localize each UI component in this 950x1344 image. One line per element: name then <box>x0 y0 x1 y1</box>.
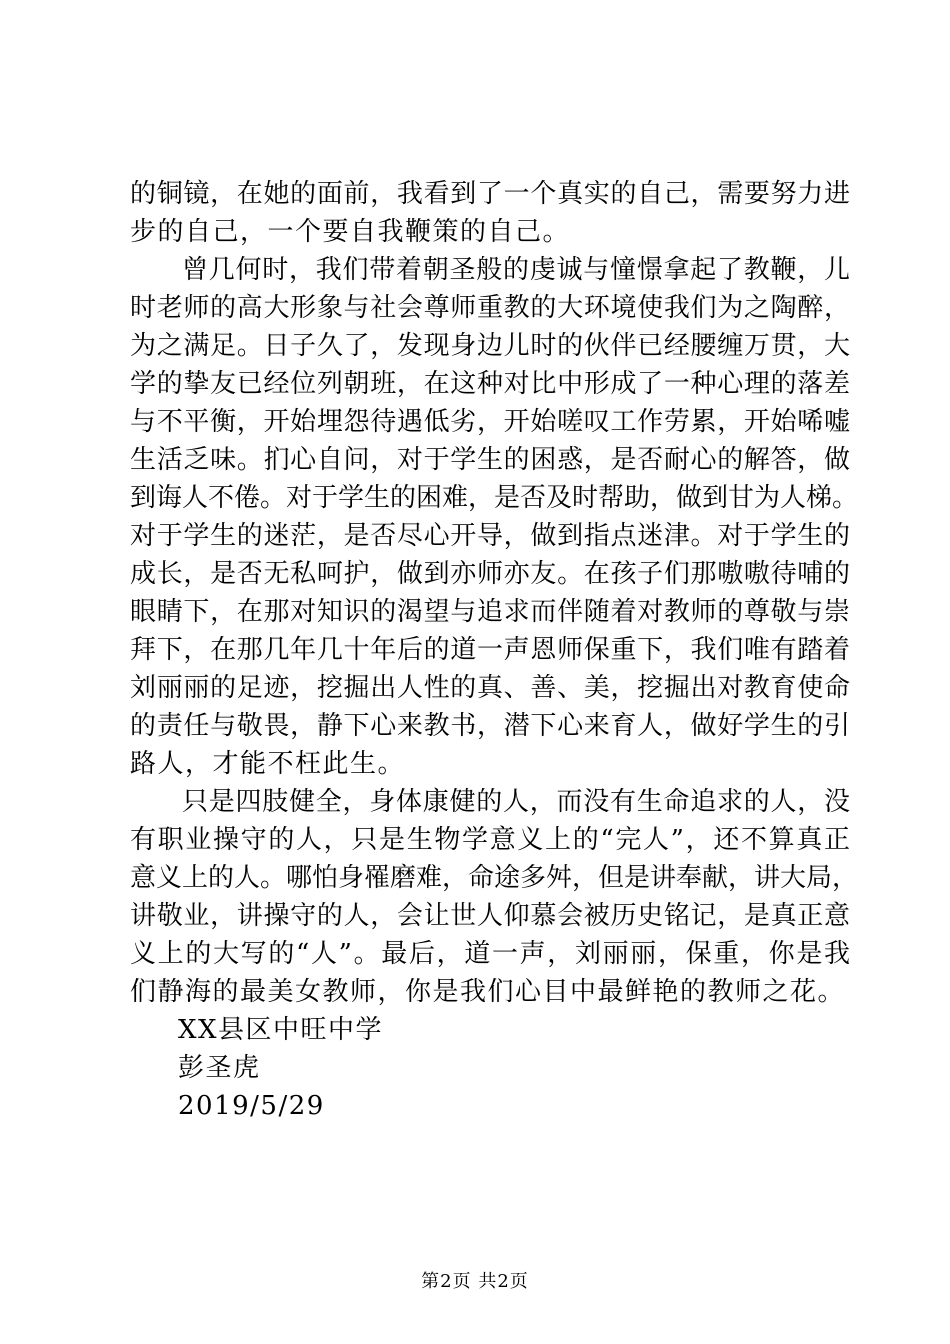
text-line: 到诲人不倦。对于学生的困难，是否及时帮助，做到甘为人梯。 <box>130 483 859 513</box>
text-line: 义上的大写的“人”。最后，道一声，刘丽丽，保重，你是我 <box>130 939 850 969</box>
text-line: 成长，是否无私呵护，做到亦师亦友。在孩子们那嗷嗷待哺的 <box>130 559 850 589</box>
text-line: 为之满足。日子久了，发现身边儿时的伙伴已经腰缠万贯，大 <box>130 331 850 361</box>
text-line: 的铜镜，在她的面前，我看到了一个真实的自己，需要努力进 <box>130 179 850 209</box>
text-line: 们静海的最美女教师，你是我们心目中最鲜艳的教师之花。 <box>130 977 846 1007</box>
text-line: 讲敬业，讲操守的人，会让世人仰慕会被历史铭记，是真正意 <box>130 901 850 931</box>
signature-date: 2019/5/29 <box>178 1091 325 1121</box>
signature-organization: XX县区中旺中学 <box>178 1015 384 1045</box>
text-line: 的责任与敬畏，静下心来教书，潜下心来育人，做好学生的引 <box>130 711 850 741</box>
text-line: 步的自己，一个要自我鞭策的自己。 <box>130 217 571 247</box>
text-line: 与不平衡，开始埋怨待遇低劣，开始嗟叹工作劳累，开始唏嘘 <box>130 407 850 437</box>
paragraph-start-line: 只是四肢健全，身体康健的人，而没有生命追求的人，没 <box>182 787 850 817</box>
text-line: 路人，才能不枉此生。 <box>130 749 406 779</box>
text-line: 学的挚友已经位列朝班，在这种对比中形成了一种心理的落差 <box>130 369 850 399</box>
text-line: 时老师的高大形象与社会尊师重教的大环境使我们为之陶醉， <box>130 293 850 323</box>
text-line: 对于学生的迷茫，是否尽心开导，做到指点迷津。对于学生的 <box>130 521 850 551</box>
page-number-footer: 第2页 共2页 <box>421 1271 529 1292</box>
signature-author: 彭圣虎 <box>178 1053 261 1083</box>
text-line: 生活乏味。扪心自问，对于学生的困惑，是否耐心的解答，做 <box>130 445 850 475</box>
paragraph-start-line: 曾几何时，我们带着朝圣般的虔诚与憧憬拿起了教鞭，儿 <box>182 255 850 285</box>
document-body <box>130 175 859 1125</box>
text-line: 意义上的人。哪怕身罹磨难，命途多舛，但是讲奉献，讲大局， <box>130 863 859 893</box>
text-line: 有职业操守的人，只是生物学意义上的“完人”，还不算真正 <box>130 825 850 855</box>
text-line: 拜下，在那几年几十年后的道一声恩师保重下，我们唯有踏着 <box>130 635 850 665</box>
text-line: 眼睛下，在那对知识的渴望与追求而伴随着对教师的尊敬与崇 <box>130 597 850 627</box>
text-line: 刘丽丽的足迹，挖掘出人性的真、善、美，挖掘出对教育使命 <box>130 673 850 703</box>
